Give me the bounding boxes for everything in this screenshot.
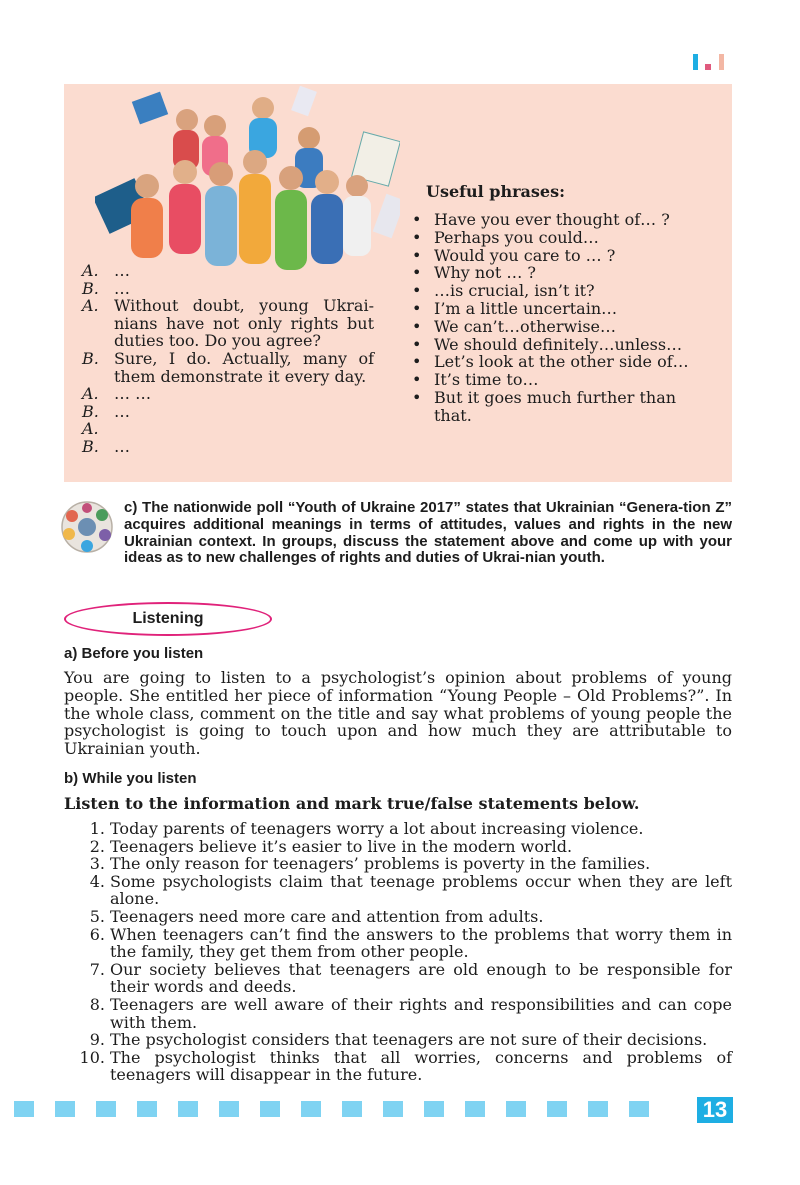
dialogue-line — [82, 262, 374, 280]
phrase-item: • I’m a little uncertain… — [412, 300, 712, 318]
statement-number: 8. — [89, 994, 105, 1014]
line-text: Without doubt, young Ukrai-nians have not only rights but duties too. Do you agree? — [114, 296, 374, 351]
statement-text: The psychologist considers that teenagers are not sure of their decisions. — [110, 1030, 708, 1050]
instruction: Listen to the information and mark true/false statements below. — [64, 794, 640, 813]
phrase-item: • Let’s look at the other side of… — [412, 353, 712, 371]
speaker: B. — [82, 401, 99, 421]
phrase-item: • …is crucial, isn’t it? — [412, 282, 712, 300]
while-you-listen-heading: b) While you listen — [64, 770, 197, 787]
dialogue-line — [82, 420, 374, 438]
statement-text: Some psychologists claim that teenage problems occur when they are left alone. — [110, 871, 732, 909]
statement — [64, 961, 732, 996]
dialogue-line — [82, 350, 374, 385]
statement — [64, 908, 732, 926]
statements-list — [64, 820, 732, 1084]
statement-text: When teenagers can’t find the answers to the problems that worry them in the family, they get them from other people. — [110, 924, 732, 962]
dialogue-line — [82, 385, 374, 403]
dialogue-line — [82, 297, 374, 350]
phrase-item: • Would you care to … ? — [412, 247, 712, 265]
line-text: … — [114, 436, 130, 456]
statement-number: 2. — [89, 836, 105, 856]
phrase-item: • We can’t…otherwise… — [412, 318, 712, 336]
line-text: Sure, I do. Actually, many of them demonstrate it every day. — [114, 348, 374, 386]
statement — [64, 855, 732, 873]
before-you-listen-text: You are going to listen to a psychologist’s opinion about problems of young people. She entitled her piece of information “Young People – Old Problems?”. In the whole class, comment on the title and say what problems of young people the psychologist is going to touch upon and how much they are attributable to Ukrainian youth. — [64, 668, 732, 759]
students-photo — [95, 86, 400, 276]
statement-number: 6. — [89, 924, 105, 944]
phrase-text: Would you care to … ? — [434, 245, 616, 265]
group-discussion-icon — [60, 500, 114, 554]
dialogue — [82, 262, 374, 456]
statement-text: Teenagers need more care and attention from adults. — [110, 906, 544, 926]
speaker: B. — [82, 278, 99, 298]
line-text: … — [114, 278, 130, 298]
phrase-text: Have you ever thought of… ? — [434, 210, 670, 229]
phrase-text: We should definitely…unless… — [434, 334, 683, 354]
dialogue-line — [82, 280, 374, 298]
statement — [64, 926, 732, 961]
phrase-text: We can’t…otherwise… — [434, 316, 616, 336]
phrase-item: • We should definitely…unless… — [412, 336, 712, 354]
phrase-text: Why not … ? — [434, 263, 536, 283]
statement-number: 3. — [89, 854, 105, 874]
phrase-text: But it goes much further than that. — [434, 387, 677, 425]
statement-number: 5. — [89, 906, 105, 926]
phrase-item: • Perhaps you could… — [412, 229, 712, 247]
phrase-text: Let’s look at the other side of… — [434, 352, 689, 372]
statement-text: Teenagers believe it’s easier to live in the modern world. — [110, 836, 573, 856]
line-text — [114, 420, 374, 438]
phrase-item: • Have you ever thought of… ? — [412, 211, 712, 229]
phrase-text: I’m a little uncertain… — [434, 298, 618, 318]
statement-number: 1. — [89, 819, 105, 838]
footer-decoration — [14, 1101, 694, 1117]
statement-number: 9. — [89, 1030, 105, 1050]
speaker: B. — [82, 348, 99, 368]
speaker: A. — [82, 296, 99, 316]
phrase-item: • But it goes much further than that. — [412, 389, 712, 425]
task-c-text: c) The nationwide poll “Youth of Ukraine 2017” states that Ukrainian “Genera-tion Z” acquires additional meanings in terms of attitudes, values and rights in the new Ukrainian context. In groups, discuss the statement above and come up with your ideas as to new challenges of rights and duties of Ukrai-nian youth. — [124, 499, 732, 567]
statement — [64, 1049, 732, 1084]
phrase-text: Perhaps you could… — [434, 227, 599, 247]
speaker: A. — [82, 384, 99, 404]
speaker: A. — [82, 419, 99, 439]
statement-number: 10. — [79, 1047, 105, 1067]
dialogue-line — [82, 438, 374, 456]
phrase-text: …is crucial, isn’t it? — [434, 281, 595, 301]
statement-number: 4. — [89, 871, 105, 891]
statement — [64, 996, 732, 1031]
phrase-item: • It’s time to… — [412, 371, 712, 389]
corner-mark — [693, 54, 727, 70]
page-number: 13 — [697, 1097, 733, 1123]
statement — [64, 838, 732, 856]
statement — [64, 1031, 732, 1049]
useful-phrases — [412, 182, 712, 425]
speaker: A. — [82, 261, 99, 280]
useful-phrases-title: Useful phrases: — [426, 182, 566, 201]
dialogue-line — [82, 403, 374, 421]
line-text: … — [114, 261, 130, 280]
speaker: B. — [82, 436, 99, 456]
line-text: … — [114, 401, 130, 421]
statement — [64, 820, 732, 838]
statement-text: The psychologist thinks that all worries, concerns and problems of teenagers will disappear in the future. — [110, 1047, 732, 1085]
statement-text: Our society believes that teenagers are old enough to be responsible for their words and deeds. — [110, 959, 732, 997]
statement — [64, 873, 732, 908]
statement-number: 7. — [89, 959, 105, 979]
phrase-item: • Why not … ? — [412, 264, 712, 282]
statement-text: Teenagers are well aware of their rights and responsibilities and can cope with them. — [110, 994, 732, 1032]
before-you-listen-heading: a) Before you listen — [64, 645, 204, 662]
line-text: … … — [114, 384, 152, 404]
phrase-text: It’s time to… — [434, 370, 539, 390]
statement-text: The only reason for teenagers’ problems is poverty in the families. — [110, 854, 651, 874]
listening-label: Listening — [132, 610, 204, 627]
statement-text: Today parents of teenagers worry a lot about increasing violence. — [110, 819, 644, 838]
